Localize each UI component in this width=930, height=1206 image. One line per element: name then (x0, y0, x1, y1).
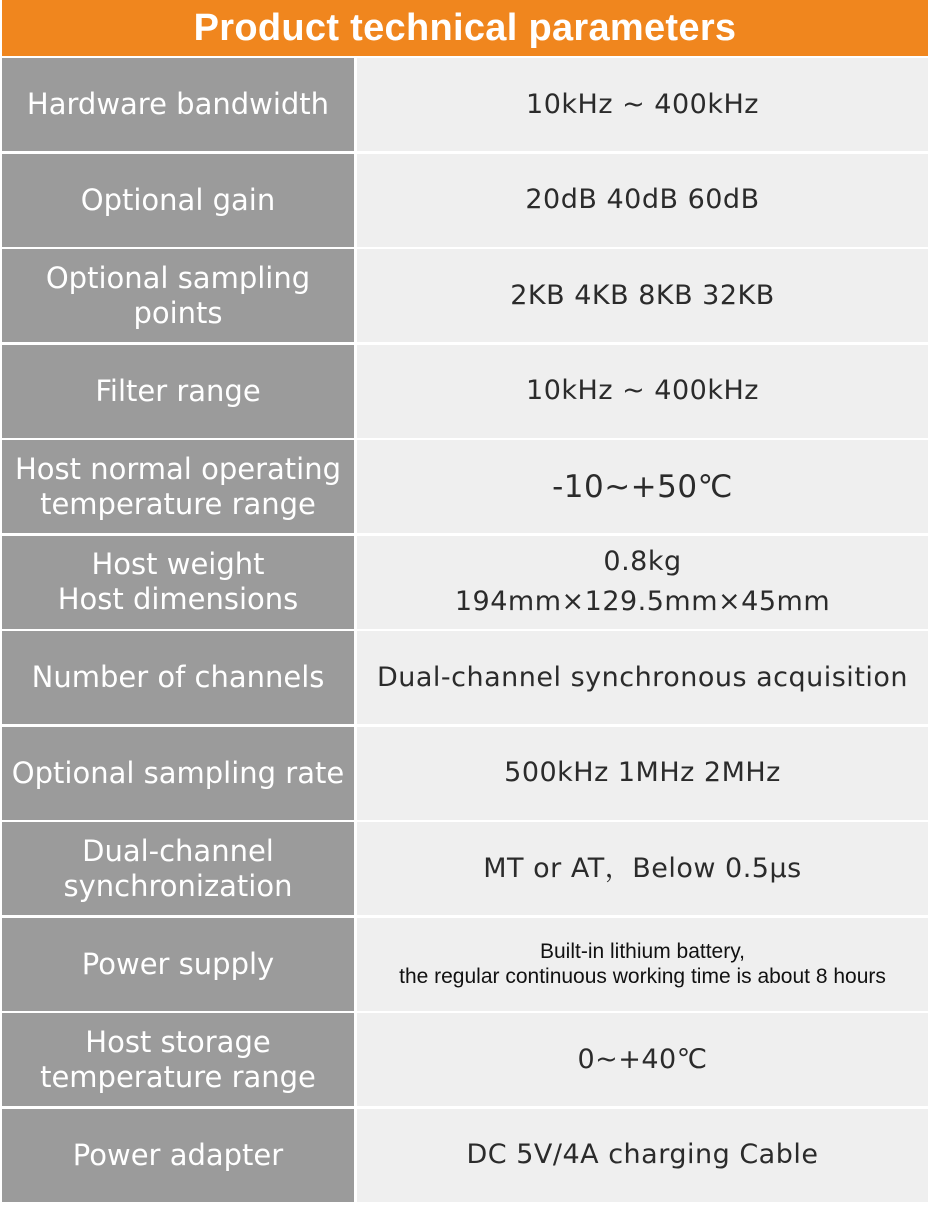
param-label: Optional sampling rate (2, 727, 354, 820)
table-row (2, 345, 928, 438)
param-value: DC 5V/4A charging Cable (357, 1109, 928, 1202)
param-label: Power adapter (2, 1109, 354, 1202)
table-row (2, 249, 928, 342)
param-label: Hardware bandwidth (2, 58, 354, 151)
table-row (2, 822, 928, 915)
param-value: 10kHz ~ 400kHz (357, 345, 928, 438)
table-row (2, 440, 928, 533)
param-label: Host storage temperature range (2, 1013, 354, 1106)
param-label: Optional sampling points (2, 249, 354, 342)
param-value: 20dB 40dB 60dB (357, 154, 928, 247)
param-label: Host weight Host dimensions (2, 536, 354, 629)
table-row (2, 631, 928, 724)
table-row (2, 58, 928, 151)
param-value: Built-in lithium battery, the regular continuous working time is about 8 hours (357, 918, 928, 1011)
param-label: Host normal operating temperature range (2, 440, 354, 533)
param-value: -10~+50℃ (357, 440, 928, 533)
param-value: MT or AT，Below 0.5μs (357, 822, 928, 915)
param-label: Dual-channel synchronization (2, 822, 354, 915)
param-value: Dual-channel synchronous acquisition (357, 631, 928, 724)
page-title: Product technical parameters (2, 0, 928, 56)
table-row (2, 1013, 928, 1106)
param-label: Number of channels (2, 631, 354, 724)
param-label: Filter range (2, 345, 354, 438)
param-label: Power supply (2, 918, 354, 1011)
table-row (2, 536, 928, 629)
table-row (2, 1109, 928, 1202)
table-row (2, 918, 928, 1011)
param-value: 500kHz 1MHz 2MHz (357, 727, 928, 820)
table-row (2, 154, 928, 247)
table-row (2, 727, 928, 820)
param-label: Optional gain (2, 154, 354, 247)
param-value: 2KB 4KB 8KB 32KB (357, 249, 928, 342)
param-value: 0~+40℃ (357, 1013, 928, 1106)
param-value: 10kHz ~ 400kHz (357, 58, 928, 151)
param-value: 0.8kg 194mm×129.5mm×45mm (357, 536, 928, 629)
parameters-table (2, 58, 928, 1204)
